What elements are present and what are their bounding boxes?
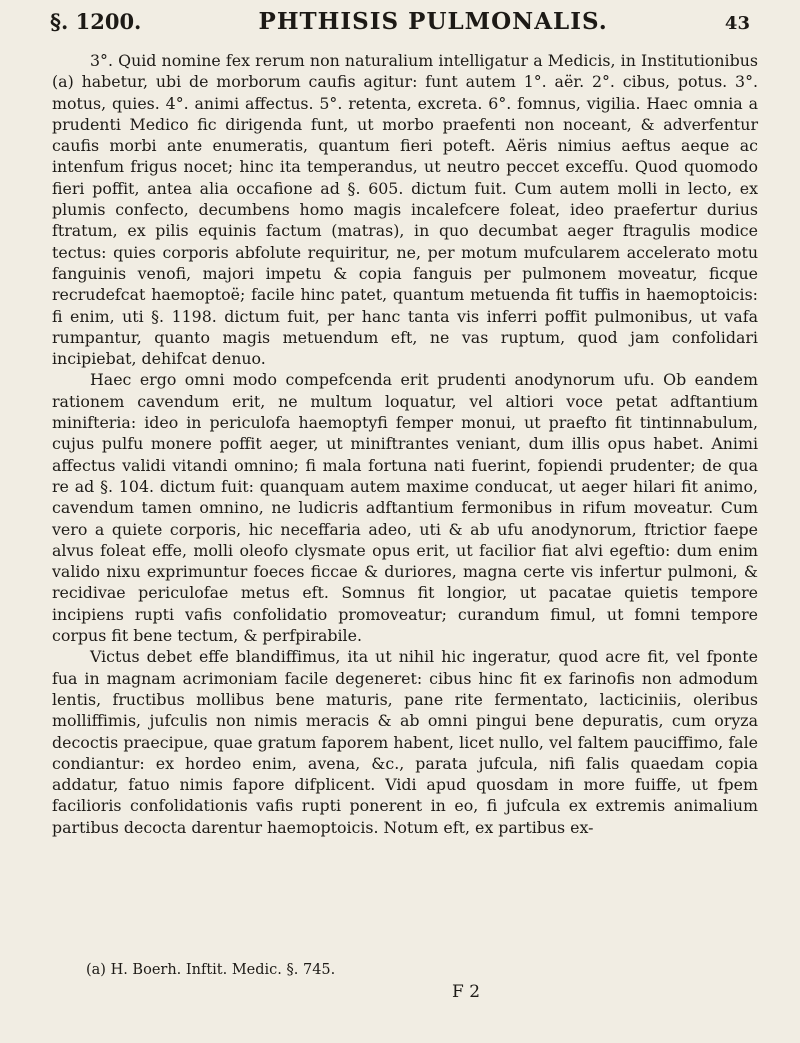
running-header <box>50 8 750 42</box>
footnote: (a) H. Boerh. Inftit. Medic. §. 745. <box>86 962 336 978</box>
page-number: 43 <box>724 13 750 34</box>
section-number: §. 1200. <box>50 9 142 34</box>
paragraph: Victus debet effe blandiffimus, ita ut nihil hic ingeratur, quod acre fit, vel fponte fua in magnam acrimoniam facile degeneret: cibus hinc fit ex farinofis non admodum lentis, fructibus mollibus bene maturis, pane rite fermentato, lacticiniis, oleribus molliffimis, jufculis non nimis meracis & ab omni pingui bene depuratis, cum oryza decoctis praecipue, quae gratum faporem habent, licet nullo, vel faltem pauciffimo, fale condiantur: ex hordeo enim, avena, &c., parata jufcula, nifi falis quaedam copia addatur, fatuo nimis fapore difplicent. Vidi apud quosdam in more fuiffe, ut fpem facilioris confolidationis vafis rupti ponerent in eo, fi jufcula ex extremis animalium partibus decocta darentur haemoptoicis. Notum eft, ex partibus ex- <box>52 647 758 837</box>
running-title: PHTHISIS PULMONALIS. <box>258 8 608 35</box>
paragraph: Haec ergo omni modo compefcenda erit prudenti anodynorum ufu. Ob eandem rationem cavendum erit, ne multum loquatur, vel altiori voce petat adftantium minifteria: ideo in periculofa haemoptyfi femper monui, ut praefto fit tintinnabulum, cujus pulfu monere poffit aeger, ut miniftrantes veniant, dum illis opus habet. Animi affectus validi vitandi omnino; fi mala fortuna nati fuerint, fopiendi prudenter; de qua re ad §. 104. dictum fuit: quanquam autem maxime conducat, ut aeger hilari fit animo, cavendum tamen omnino, ne ludicris adftantium fermonibus in rifum moveatur. Cum vero a quiete corporis, hic neceffaria adeo, uti & ab ufu anodynorum, ftrictior faepe alvus foleat effe, molli oleofo clysmate opus erit, ut facilior fiat alvi egeftio: dum enim valido nixu exprimuntur foeces ficcae & duriores, magna certe vis infertur pulmoni, & recidivae periculofae metus eft. Somnus fit longior, ut pacatae quietis tempore incipiens rupti vafis confolidatio promoveatur; curandum fimul, ut fomni tempore corpus fit bene tectum, & perfpirabile. <box>52 370 758 646</box>
signature-mark: F 2 <box>452 982 481 1002</box>
body-text <box>52 50 758 838</box>
paragraph: 3°. Quid nomine fex rerum non naturalium intelligatur a Medicis, in Institutionibus (a) habetur, ubi de morborum caufis agitur: funt autem 1°. aër. 2°. cibus, potus. 3°. motus, quies. 4°. animi affectus. 5°. retenta, excreta. 6°. fomnus, vigilia. Haec omnia a prudenti Medico fic dirigenda funt, ut morbo praefenti non noceant, & adverfentur caufis morbi ante enumeratis, quantum fieri poteft. Aëris nimius aeftus aeque ac intenfum frigus nocet; hinc ita temperandus, ut neutro peccet excefſu. Quod quomodo fieri poffit, antea alia occafione ad §. 605. dictum fuit. Cum autem molli in lecto, ex plumis confecto, decumbens homo magis incalefcere foleat, ideo praefertur durius ftratum, ex pilis equinis factum (matras), in quo decumbat aeger ftragulis modice tectus: quies corporis abfolute requiritur, ne, per motum mufcularem accelerato motu fanguinis venofi, majori impetu & copia fanguis per pulmonem moveatur, ficque recrudefcat haemoptoë; facile hinc patet, quantum metuenda fit tuffis in haemoptoicis: fi enim, uti §. 1198. dictum fuit, per hanc tanta vis inferri poffit pulmonibus, ut vafa rumpantur, quanto magis metuendum eft, ne vas ruptum, quod jam confolidari incipiebat, dehifcat denuo. <box>52 51 758 369</box>
